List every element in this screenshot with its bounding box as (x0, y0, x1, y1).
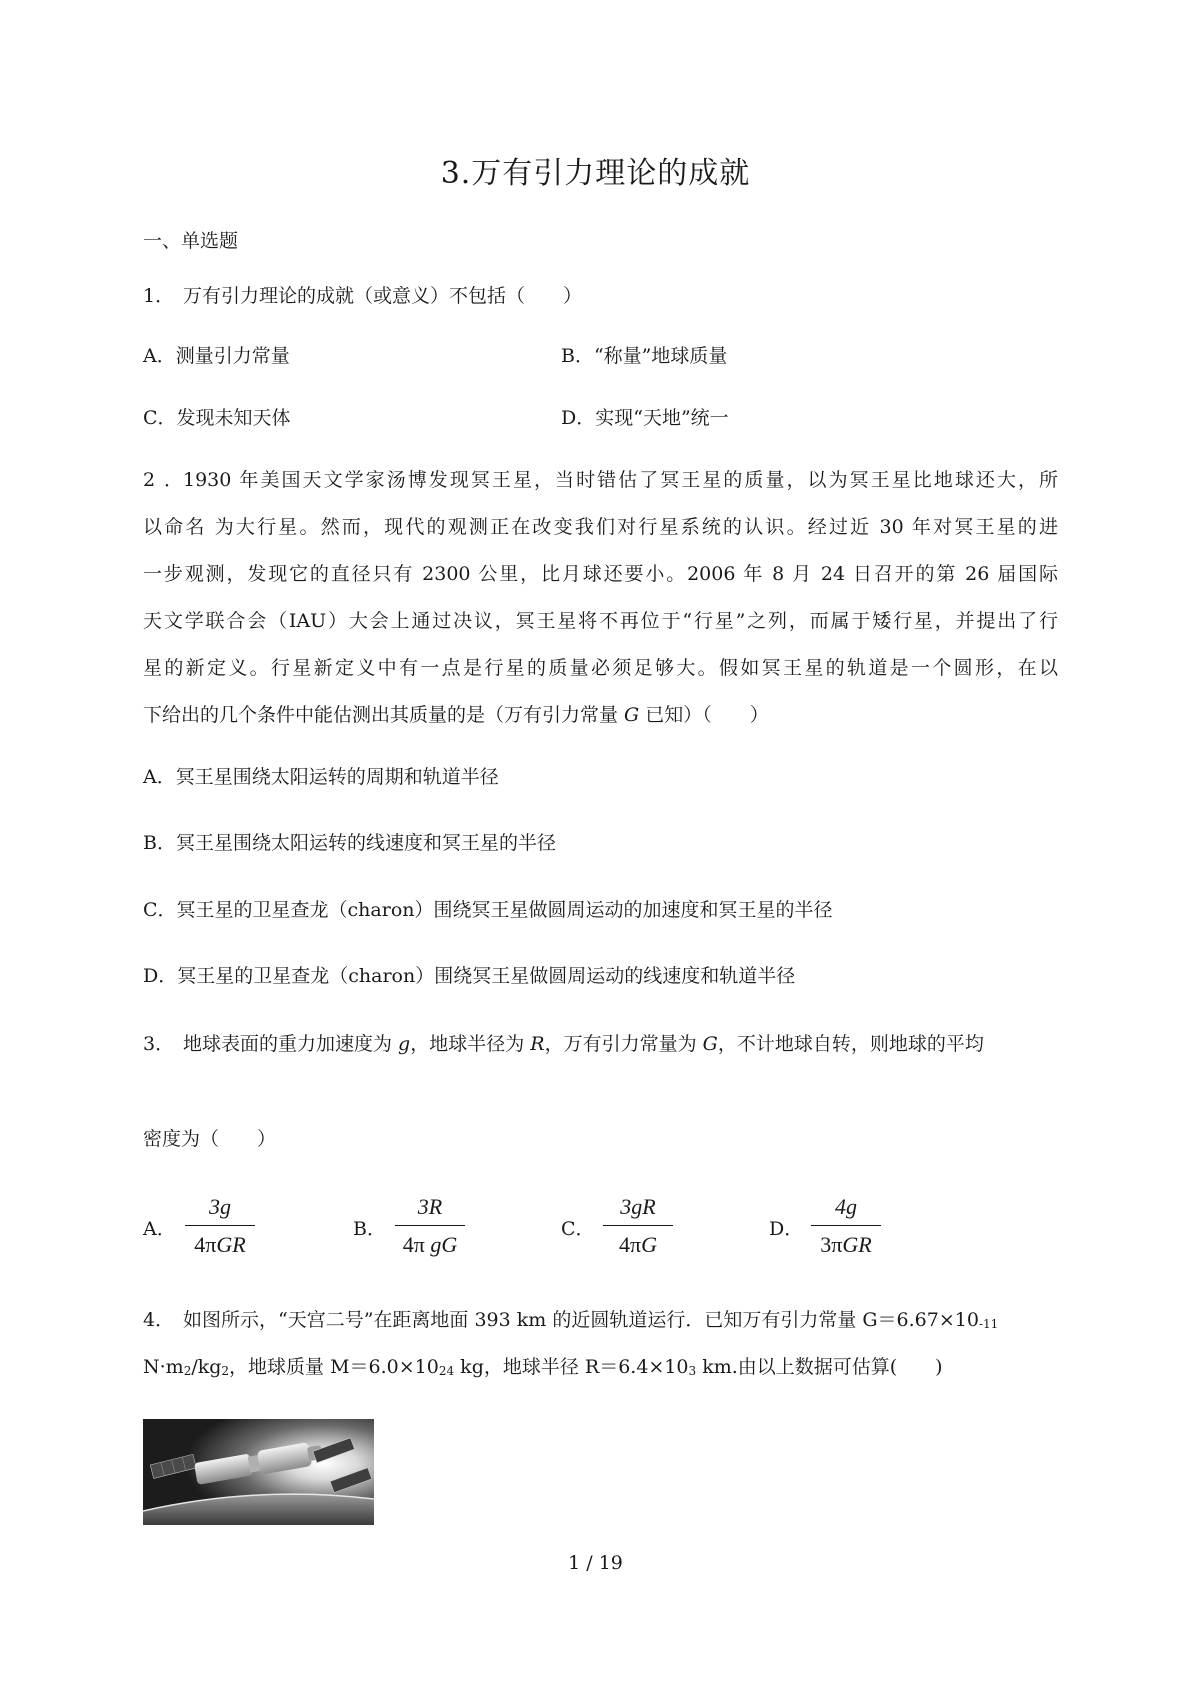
fraction-denominator: 4π gG (402, 1232, 458, 1257)
question-2-line-1 (143, 468, 1058, 492)
question-3-line-2: 密度为（ ） (143, 1128, 277, 1150)
page-title: 3.万有引力理论的成就 (440, 156, 751, 191)
q1-option-c: C．发现未知天体 (143, 407, 291, 429)
question-number: 1． (143, 285, 175, 307)
fraction (603, 1192, 673, 1260)
exponent: 2 (221, 1364, 230, 1378)
question-text: 地球表面的重力加速度为 (183, 1033, 399, 1055)
question-2-line-6 (143, 703, 1058, 727)
fraction-bar (603, 1225, 673, 1226)
option-letter: B． (353, 1218, 386, 1240)
variable: G (624, 704, 640, 726)
exponent: -11 (978, 1317, 999, 1331)
fraction-bar (185, 1225, 255, 1226)
option-letter: C． (561, 1218, 595, 1240)
question-4-line-1 (143, 1308, 1058, 1336)
question-number: 2． (143, 469, 183, 491)
q2-option-d: D．冥王星的卫星查龙（charon）围绕冥王星做圆周运动的线速度和轨道半径 (143, 965, 796, 987)
question-number: 3． (143, 1033, 175, 1055)
q2-option-c: C．冥王星的卫星查龙（charon）围绕冥王星做圆周运动的加速度和冥王星的半径 (143, 899, 833, 921)
question-2-line-4: 天文学联合会（IAU）大会上通过决议，冥王星将不再位于“行星”之列，而属于矮行星，并提出了行 (143, 610, 1058, 632)
page-number: 1 / 19 (568, 1552, 623, 1574)
question-text: 万有引力理论的成就（或意义）不包括（ ） (183, 285, 583, 307)
q2-option-a: A．冥王星围绕太阳运转的周期和轨道半径 (143, 766, 499, 788)
question-2-line-2: 以命名 为大行星。然而，现代的观测正在改变我们对行星系统的认识。经过近 30 年对冥王星的进 (143, 516, 1058, 538)
question-number: 4． (143, 1309, 175, 1331)
fraction-numerator: 4g (835, 1194, 857, 1219)
fraction-bar (395, 1225, 465, 1226)
section-heading: 一、单选题 (143, 230, 239, 252)
question-text: 如图所示，“天宫二号”在距离地面 393 km 的近圆轨道运行．已知万有引力常量 G＝6.67×10 (183, 1309, 979, 1331)
fraction-numerator: 3R (417, 1194, 443, 1219)
option-letter: D． (769, 1218, 804, 1240)
fraction-denominator: 3πGR (820, 1232, 872, 1257)
q1-option-d: D．实现“天地”统一 (561, 407, 729, 429)
fraction-denominator: 4πG (619, 1232, 657, 1257)
fraction-denominator: 4πGR (194, 1232, 246, 1257)
question-text: 下给出的几个条件中能估测出其质量的是（万有引力常量 (143, 704, 625, 726)
variable: G (702, 1033, 718, 1055)
fraction (185, 1192, 255, 1260)
fraction (811, 1192, 881, 1260)
fraction-numerator: 3gR (620, 1194, 656, 1219)
question-2-line-5: 星的新定义。行星新定义中有一点是行星的质量必须足够大。假如冥王星的轨道是一个圆形，在以 (143, 657, 1058, 679)
q2-option-b: B．冥王星围绕太阳运转的线速度和冥王星的半径 (143, 832, 556, 854)
fraction-bar (811, 1225, 881, 1226)
fraction (395, 1192, 465, 1260)
question-text: ，地球半径为 (410, 1033, 531, 1055)
variable: g (398, 1033, 411, 1055)
question-3-line-1 (143, 1032, 1058, 1056)
variable: R (530, 1033, 545, 1055)
q1-option-a: A．测量引力常量 (143, 345, 290, 367)
space-station-image (143, 1419, 374, 1525)
exponent: 2 (183, 1364, 192, 1378)
question-text: ，不计地球自转，则地球的平均 (717, 1033, 984, 1055)
question-1-stem (143, 284, 1058, 308)
option-letter: A． (143, 1218, 176, 1240)
exponent: 3 (688, 1364, 697, 1378)
question-text: 已知）（ ） (639, 704, 769, 726)
q1-option-b: B．“称量”地球质量 (561, 345, 728, 367)
question-text: ，万有引力常量为 (544, 1033, 703, 1055)
fraction-numerator: 3g (209, 1194, 231, 1219)
exponent: 24 (438, 1364, 455, 1378)
question-2-line-3: 一步观测，发现它的直径只有 2300 公里，比月球还要小。2006 年 8 月 24 日召开的第 26 届国际 (143, 563, 1058, 585)
question-text: 1930 年美国天文学家汤博发现冥王星，当时错估了冥王星的质量，以为冥王星比地球还大，所 (183, 469, 1058, 491)
question-4-line-2: N·m2/kg2，地球质量 M＝6.0×1024 kg，地球半径 R＝6.4×103 km.由以上数据可估算( ) (143, 1356, 943, 1378)
